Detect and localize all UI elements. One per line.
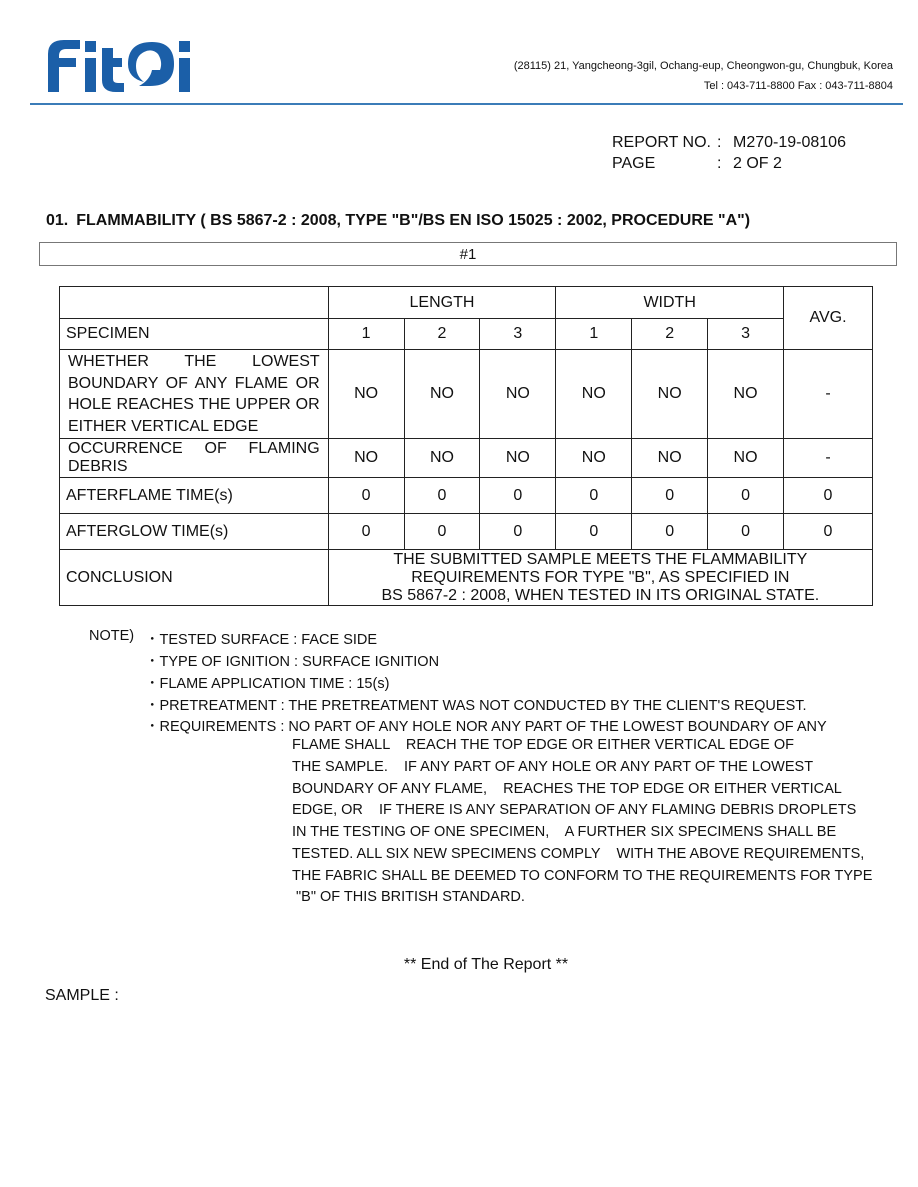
empty-corner-cell <box>60 287 329 319</box>
result-cell: 0 <box>404 514 480 550</box>
note-label: NOTE) <box>89 628 135 644</box>
conclusion-line: BS 5867-2 : 2008, WHEN TESTED IN ITS ORIGINAL STATE. <box>381 586 820 604</box>
note-item: ・TESTED SURFACE : FACE SIDE <box>145 632 378 648</box>
specimen-label: SPECIMEN <box>60 319 329 350</box>
table-row <box>60 350 873 439</box>
avg-cell: - <box>784 439 873 478</box>
sample-label: SAMPLE : <box>45 987 119 1004</box>
table-header-row <box>60 287 873 319</box>
header-divider <box>30 103 903 105</box>
result-cell: NO <box>556 350 632 439</box>
end-of-report: ** End of The Report ** <box>403 956 569 973</box>
page-label: PAGE <box>612 155 656 172</box>
report-number-row <box>612 132 846 153</box>
result-cell: 0 <box>708 478 784 514</box>
result-cell: 0 <box>480 478 556 514</box>
specimen-row <box>60 319 873 350</box>
results-table <box>59 286 873 606</box>
sample-id-box: #1 <box>39 242 897 266</box>
result-cell: NO <box>556 439 632 478</box>
specimen-number: 1 <box>328 319 404 350</box>
result-cell: 0 <box>480 514 556 550</box>
result-cell: NO <box>632 350 708 439</box>
row-label: AFTERGLOW TIME(s) <box>60 514 329 550</box>
result-cell: 0 <box>632 478 708 514</box>
result-cell: 0 <box>328 514 404 550</box>
specimen-number: 2 <box>404 319 480 350</box>
requirements-line: BOUNDARY OF ANY FLAME, REACHES THE TOP EDGE OR EITHER VERTICAL <box>292 781 842 797</box>
result-cell: NO <box>480 439 556 478</box>
row-label: OCCURRENCE OF FLAMING DEBRIS <box>60 439 329 478</box>
avg-cell: - <box>784 350 873 439</box>
result-cell: 0 <box>328 478 404 514</box>
specimen-number: 3 <box>708 319 784 350</box>
result-cell: NO <box>708 350 784 439</box>
table-row <box>60 439 873 478</box>
row-label: AFTERFLAME TIME(s) <box>60 478 329 514</box>
length-header: LENGTH <box>328 287 556 319</box>
row-label: WHETHER THE LOWEST BOUNDARY OF ANY FLAME OR HOLE REACHES THE UPPER OR EITHER VERTICAL EDGE <box>60 350 329 439</box>
conclusion-row <box>60 550 873 606</box>
result-cell: 0 <box>556 514 632 550</box>
requirements-line: EDGE, OR IF THERE IS ANY SEPARATION OF ANY FLAMING DEBRIS DROPLETS <box>292 802 857 818</box>
fiti-logo <box>40 32 195 96</box>
result-cell: NO <box>632 439 708 478</box>
section-heading: FLAMMABILITY ( BS 5867-2 : 2008, TYPE "B"/BS EN ISO 15025 : 2002, PROCEDURE "A") <box>76 212 751 229</box>
company-address: (28115) 21, Yangcheong-3gil, Ochang-eup, Cheongwon-gu, Chungbuk, Korea <box>513 60 893 72</box>
report-number-label: REPORT NO. <box>612 134 711 151</box>
result-cell: NO <box>404 439 480 478</box>
note-item: ・FLAME APPLICATION TIME : 15(s) <box>145 676 390 692</box>
specimen-number: 3 <box>480 319 556 350</box>
page-value: 2 OF 2 <box>733 155 782 172</box>
conclusion-line: REQUIREMENTS FOR TYPE "B", AS SPECIFIED IN <box>411 568 790 586</box>
note-item: ・TYPE OF IGNITION : SURFACE IGNITION <box>145 654 440 670</box>
result-cell: NO <box>328 350 404 439</box>
requirements-line: TESTED. ALL SIX NEW SPECIMENS COMPLY WITH THE ABOVE REQUIREMENTS, <box>292 846 865 862</box>
report-info <box>612 132 846 174</box>
requirements-line: THE FABRIC SHALL BE DEEMED TO CONFORM TO THE REQUIREMENTS FOR TYPE <box>292 868 873 884</box>
result-cell: NO <box>480 350 556 439</box>
table-row <box>60 478 873 514</box>
conclusion-text <box>328 550 872 606</box>
report-number-colon: : <box>717 134 722 151</box>
result-cell: NO <box>328 439 404 478</box>
result-cell: NO <box>708 439 784 478</box>
note-item: ・PRETREATMENT : THE PRETREATMENT WAS NOT CONDUCTED BY THE CLIENT'S REQUEST. <box>145 698 807 714</box>
specimen-number: 1 <box>556 319 632 350</box>
requirements-line: FLAME SHALL REACH THE TOP EDGE OR EITHER VERTICAL EDGE OF <box>292 737 794 753</box>
section-title <box>46 212 750 230</box>
company-contact: Tel : 043-711-8800 Fax : 043-711-8804 <box>703 80 893 92</box>
width-header: WIDTH <box>556 287 784 319</box>
result-cell: NO <box>404 350 480 439</box>
page-row <box>612 153 846 174</box>
section-number: 01. <box>46 212 69 229</box>
requirements-line: THE SAMPLE. IF ANY PART OF ANY HOLE OR ANY PART OF THE LOWEST <box>292 759 814 775</box>
table-row <box>60 514 873 550</box>
conclusion-line: THE SUBMITTED SAMPLE MEETS THE FLAMMABILITY <box>393 550 808 568</box>
avg-header: AVG. <box>784 287 873 350</box>
requirements-line: "B" OF THIS BRITISH STANDARD. <box>292 889 525 905</box>
result-cell: 0 <box>708 514 784 550</box>
report-number-value: M270-19-08106 <box>733 134 846 151</box>
conclusion-label: CONCLUSION <box>60 550 329 606</box>
avg-cell: 0 <box>784 478 873 514</box>
requirements-line: IN THE TESTING OF ONE SPECIMEN, A FURTHER SIX SPECIMENS SHALL BE <box>292 824 837 840</box>
note-item: ・REQUIREMENTS : NO PART OF ANY HOLE NOR ANY PART OF THE LOWEST BOUNDARY OF ANY <box>145 719 827 735</box>
avg-cell: 0 <box>784 514 873 550</box>
page-colon: : <box>717 155 722 172</box>
result-cell: 0 <box>556 478 632 514</box>
result-cell: 0 <box>632 514 708 550</box>
specimen-number: 2 <box>632 319 708 350</box>
result-cell: 0 <box>404 478 480 514</box>
